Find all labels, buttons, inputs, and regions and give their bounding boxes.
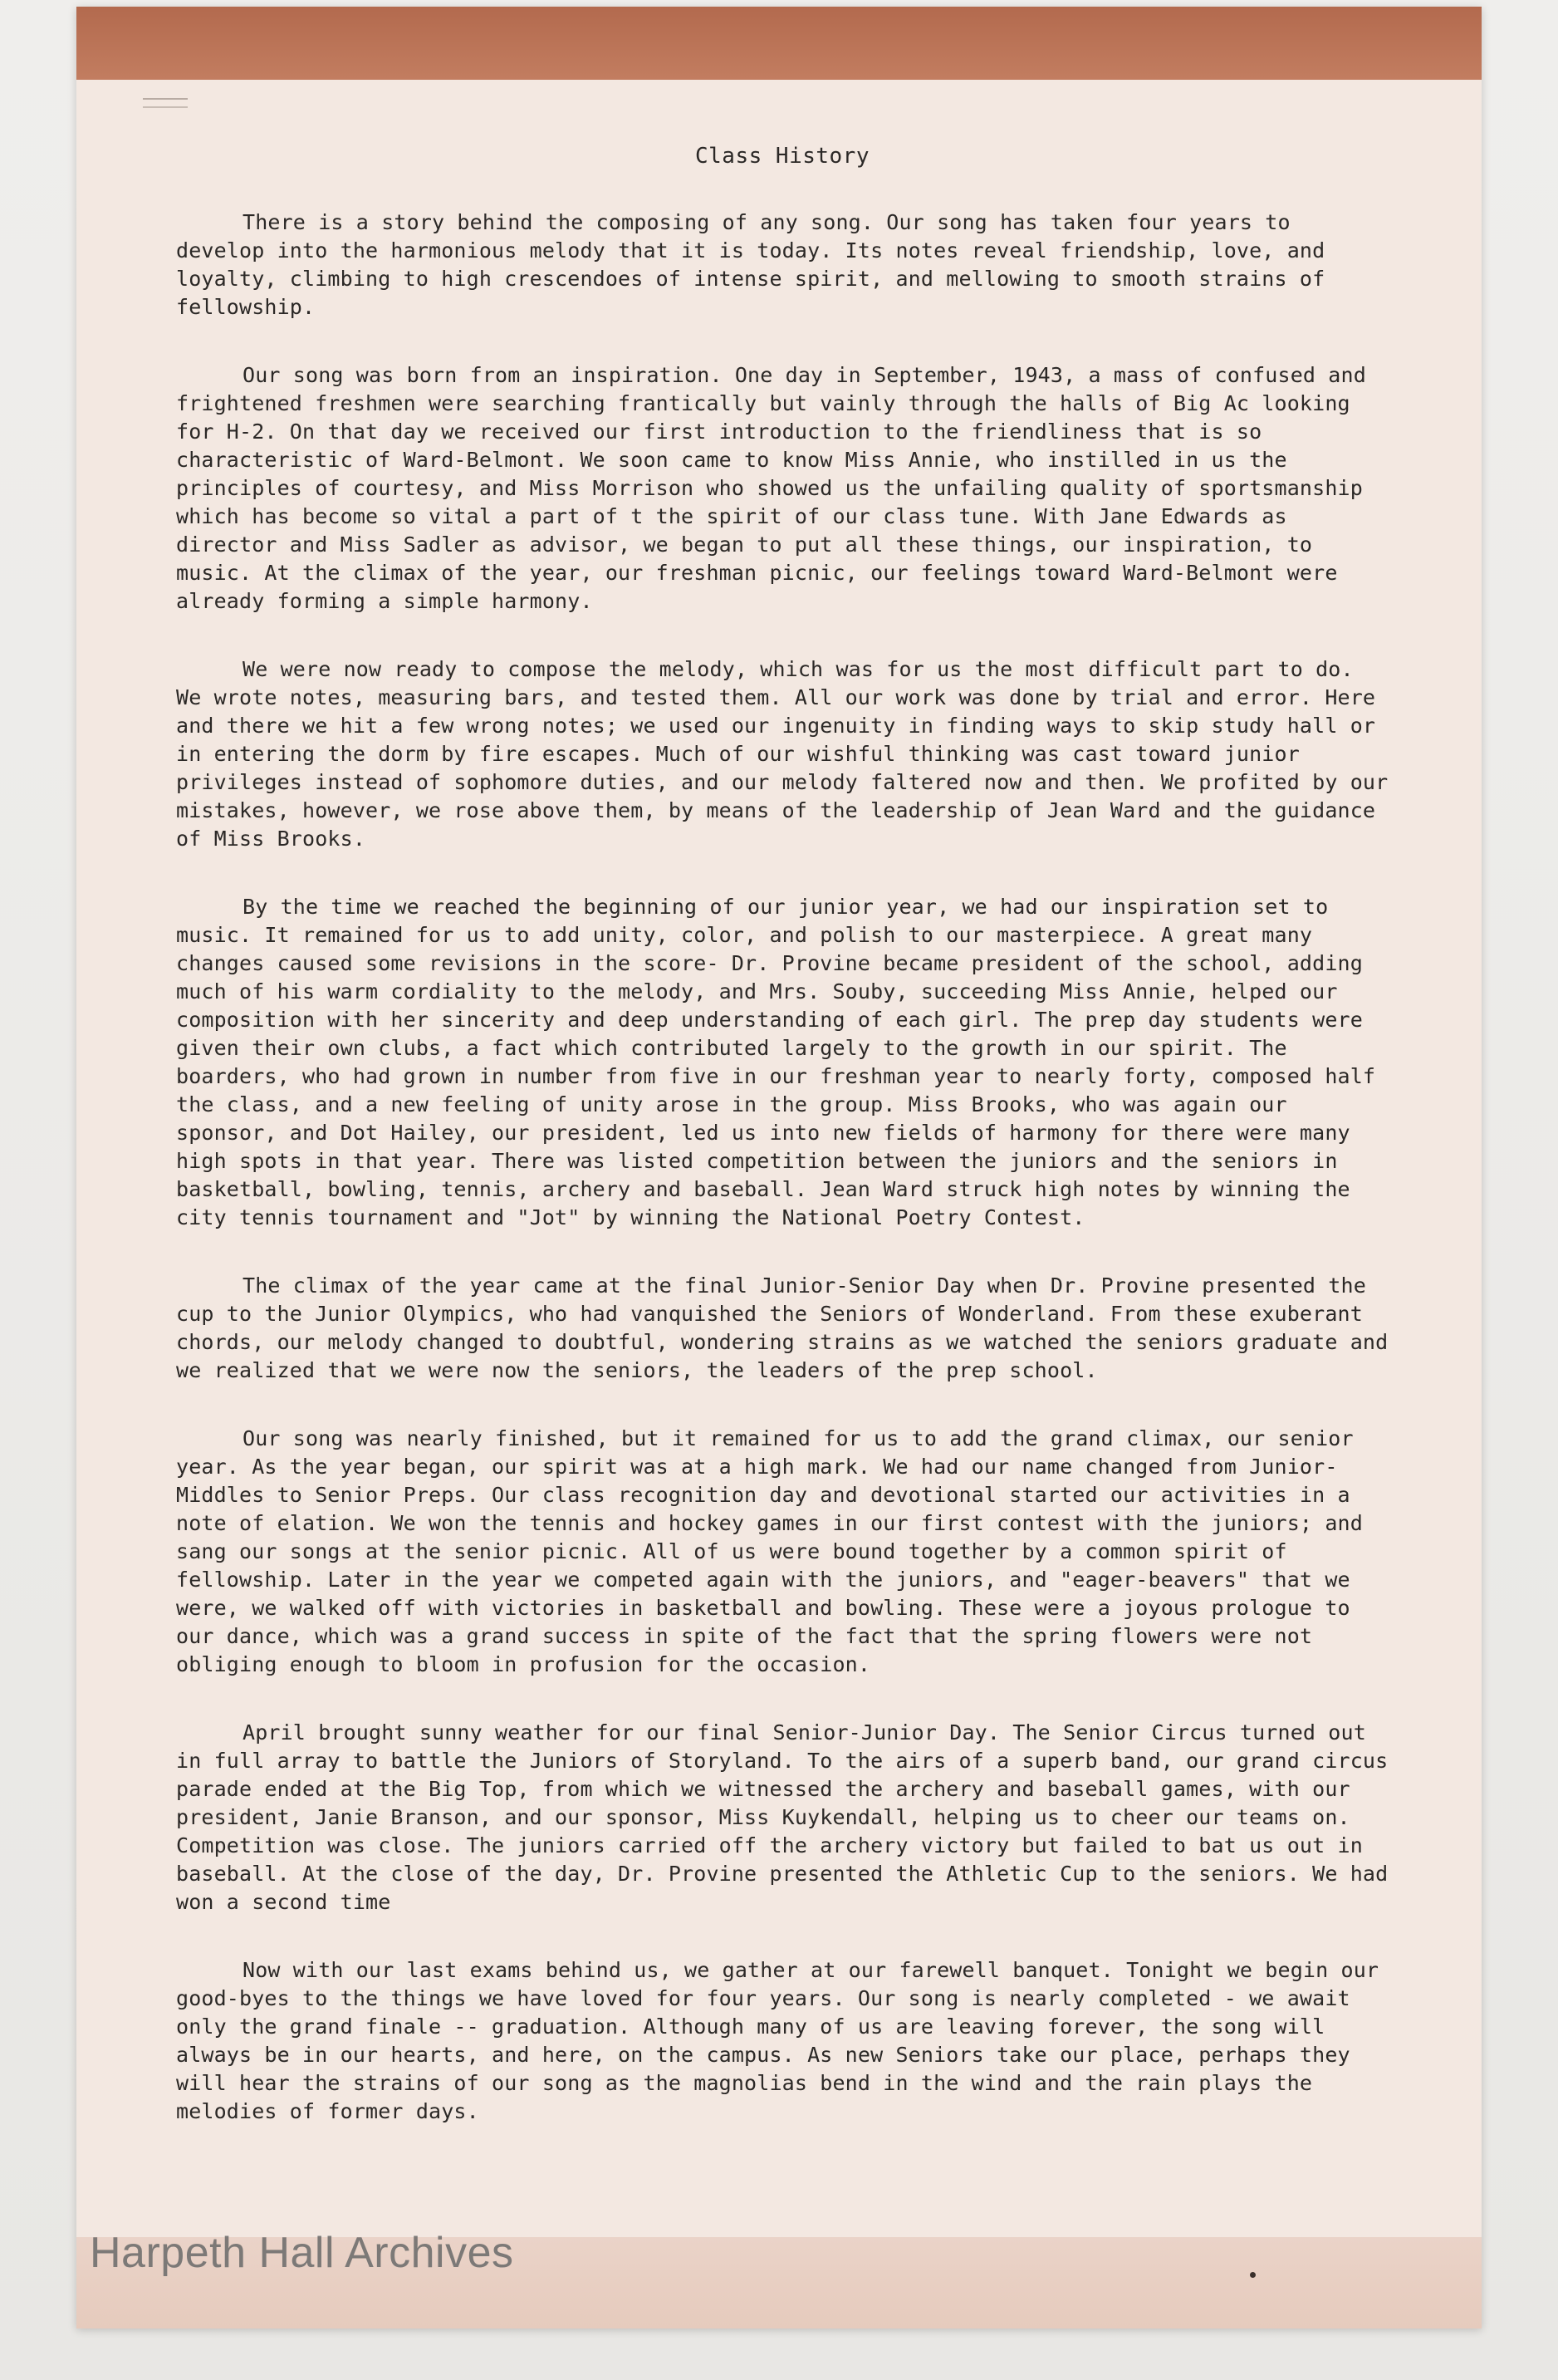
archive-watermark: Harpeth Hall Archives <box>90 2229 514 2277</box>
paragraph-6: Our song was nearly finished, but it remained for us to add the grand climax, our senior year. As the year began, our spirit was at a high mark. We had our name changed from Junior-Middles to Senior Preps. Our class recognition day and devotional started our activities in a note of elation. We won the tennis and hockey games in our first contest with the juniors; and sang our songs at the senior picnic. All of us were bound together by a common spirit of fellowship. Later in the year we competed again with the juniors, and "eager-beavers" that we were, we walked off with victories in basketball and bowling. These were a joyous prologue to our dance, which was a grand success in spite of the fact that the spring flowers were not obliging enough to bloom in profusion for the occasion. <box>176 1426 1363 1676</box>
document-title: Class History <box>695 144 870 169</box>
paragraph-8: Now with our last exams behind us, we gather at our farewell banquet. Tonight we begin our good-byes to the things we have loved for four years. Our song is nearly completed - we await only the grand finale -- graduation. Although many of us are leaving forever, the song will always be in our hearts, and here, on the campus. As new Seniors take our place, perhaps they will hear the strains of our song as the magnolias bend in the wind and the rain plays the melodies of former days. <box>176 1958 1379 2123</box>
paragraph-2: Our song was born from an inspiration. One day in September, 1943, a mass of confused and frightened freshmen were searching frantically but vainly through the halls of Big Ac looking for H-2. On that day we received our first introduction to the friendliness that is so characteristic of Ward-Belmont. We soon came to know Miss Annie, who instilled in us the principles of courtesy, and Miss Morrison who showed us the unfailing quality of sportsmanship which has become so vital a part of t the spirit of our class tune. With Jane Edwards as director and Miss Sadler as advisor, we began to put all these things, our inspiration, to music. At the climax of the year, our freshman picnic, our feelings toward Ward-Belmont were already forming a simple harmony. <box>176 363 1366 613</box>
paragraph-4: By the time we reached the beginning of our junior year, we had our inspiration set to music. It remained for us to add unity, color, and polish to our masterpiece. A great many changes caused some revisions in the score- Dr. Provine became president of the school, adding much of his warm cordiality to the melody, and Mrs. Souby, succeeding Miss Annie, helped our composition with her sincerity and deep understanding of each girl. The prep day students were given their own clubs, a fact which contributed largely to the growth in our spirit. The boarders, who had grown in number from five in our freshman year to nearly forty, composed half the class, and a new feeling of unity arose in the group. Miss Brooks, who was again our sponsor, and Dot Hailey, our president, led us into new fields of harmony for there were many high spots in that year. There was listed competition between the juniors and the seniors in basketball, bowling, tennis, archery and baseball. Jean Ward struck high notes by winning the city tennis tournament and "Jot" by winning the National Poetry Contest. <box>176 895 1376 1229</box>
paragraph-3: We were now ready to compose the melody, which was for us the most difficult part to do. We wrote notes, measuring bars, and tested them. All our work was done by trial and error. Here and there we hit a few wrong notes; we used our ingenuity in finding ways to skip study hall or in entering the dorm by fire escapes. Much of our wishful thinking was cast toward junior privileges instead of sophomore duties, and our melody faltered now and then. We profited by our mistakes, however, we rose above them, by means of the leadership of Jean Ward and the guidance of Miss Brooks. <box>176 657 1389 851</box>
paragraph-5: The climax of the year came at the final Junior-Senior Day when Dr. Provine presented the cup to the Junior Olympics, who had vanquished the Seniors of Wonderland. From these exuberant chords, our melody changed to doubtful, wondering strains as we watched the seniors graduate and we realized that we were now the seniors, the leaders of the prep school. <box>176 1273 1389 1382</box>
top-paper-band <box>76 7 1482 80</box>
staple-mark <box>143 98 188 108</box>
ink-speck <box>1250 2272 1256 2278</box>
paragraph-1: There is a story behind the composing of any song. Our song has taken four years to develop into the harmonious melody that it is today. Its notes reveal friendship, love, and loyalty, climbing to high crescendoes of intense spirit, and mellowing to smooth strains of fellowship. <box>176 210 1325 319</box>
paragraph-7: April brought sunny weather for our final Senior-Junior Day. The Senior Circus turned out in full array to battle the Juniors of Storyland. To the airs of a superb band, our grand circus parade ended at the Big Top, from which we witnessed the archery and baseball games, with our president, Janie Branson, and our sponsor, Miss Kuykendall, helping us to cheer our teams on. Competition was close. The juniors carried off the archery victory but failed to bat us out in baseball. At the close of the day, Dr. Provine presented the Athletic Cup to the seniors. We had won a second time <box>176 1720 1389 1914</box>
document-body <box>176 144 1389 2166</box>
document-page <box>76 7 1482 2328</box>
